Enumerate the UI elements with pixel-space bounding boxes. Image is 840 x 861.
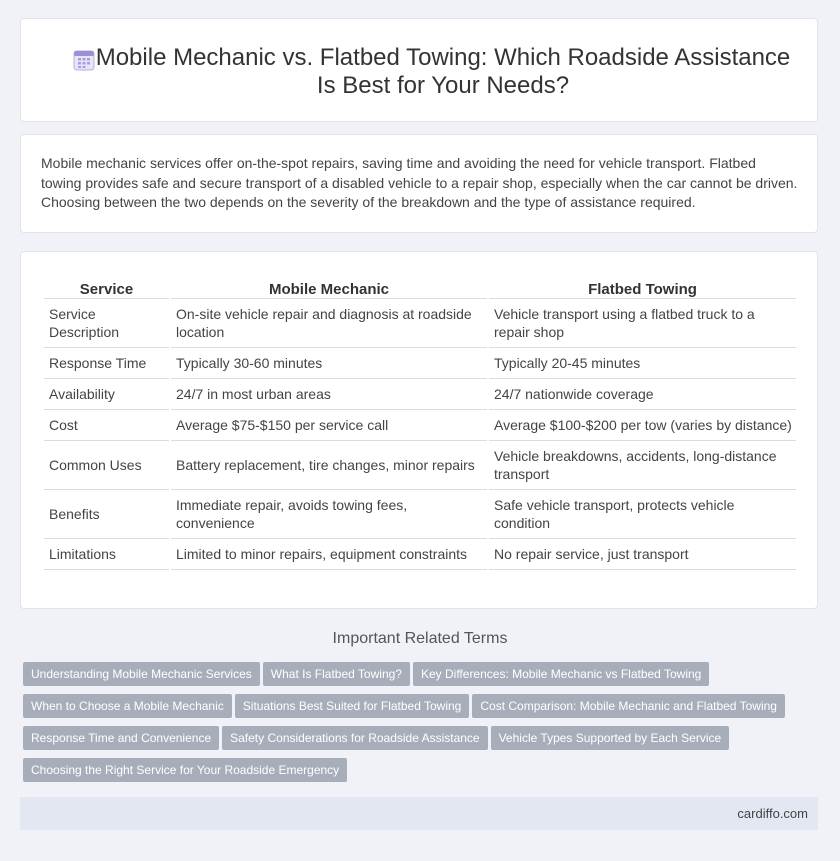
table-row <box>44 490 796 539</box>
related-term-tag[interactable]: When to Choose a Mobile Mechanic <box>23 694 232 718</box>
table-cell: Response Time <box>44 348 169 379</box>
table-cell: On-site vehicle repair and diagnosis at roadside location <box>171 299 487 348</box>
table-cell: Availability <box>44 379 169 410</box>
table-cell: Battery replacement, tire changes, minor repairs <box>171 441 487 490</box>
related-terms-list <box>23 662 803 790</box>
related-term-tag[interactable]: Vehicle Types Supported by Each Service <box>491 726 730 750</box>
related-term-tag[interactable]: Key Differences: Mobile Mechanic vs Flatbed Towing <box>413 662 709 686</box>
header-card <box>20 18 818 122</box>
related-term-tag[interactable]: Safety Considerations for Roadside Assistance <box>222 726 487 750</box>
table-row <box>44 441 796 490</box>
column-header-service: Service <box>44 274 169 299</box>
table-cell: Benefits <box>44 490 169 539</box>
table-row <box>44 379 796 410</box>
table-cell: Service Description <box>44 299 169 348</box>
table-cell: No repair service, just transport <box>489 539 796 570</box>
table-cell: Typically 20-45 minutes <box>489 348 796 379</box>
table-cell: Average $75-$150 per service call <box>171 410 487 441</box>
related-term-tag[interactable]: Cost Comparison: Mobile Mechanic and Flatbed Towing <box>472 694 785 718</box>
page-title: Mobile Mechanic vs. Flatbed Towing: Which Roadside Assistance Is Best for Your Needs? <box>95 44 791 99</box>
related-term-tag[interactable]: Choosing the Right Service for Your Roadside Emergency <box>23 758 347 782</box>
table-cell: Vehicle breakdowns, accidents, long-distance transport <box>489 441 796 490</box>
comparison-table <box>42 274 798 570</box>
table-cell: 24/7 nationwide coverage <box>489 379 796 410</box>
table-cell: Immediate repair, avoids towing fees, convenience <box>171 490 487 539</box>
table-cell: Vehicle transport using a flatbed truck to a repair shop <box>489 299 796 348</box>
table-row <box>44 539 796 570</box>
footer-site-link[interactable]: cardiffo.com <box>737 806 808 821</box>
related-terms-title: Important Related Terms <box>332 630 508 647</box>
table-cell: Safe vehicle transport, protects vehicle condition <box>489 490 796 539</box>
related-term-tag[interactable]: What Is Flatbed Towing? <box>263 662 410 686</box>
table-cell: Common Uses <box>44 441 169 490</box>
related-term-tag[interactable]: Response Time and Convenience <box>23 726 219 750</box>
column-header-flatbed-towing: Flatbed Towing <box>489 274 796 299</box>
table-header-row <box>44 274 796 299</box>
related-term-tag[interactable]: Situations Best Suited for Flatbed Towing <box>235 694 470 718</box>
intro-text: Mobile mechanic services offer on-the-spot repairs, saving time and avoiding the need for vehicle transport. Flatbed towing provides safe and secure transport of a disabled vehicle to a repair shop, especially when the car cannot be driven. Choosing between the two depends on the severity of the breakdown and the type of assistance required. <box>41 155 798 210</box>
table-cell: Typically 30-60 minutes <box>171 348 487 379</box>
table-row <box>44 299 796 348</box>
comparison-card <box>20 251 818 609</box>
footer <box>20 797 818 830</box>
related-term-tag[interactable]: Understanding Mobile Mechanic Services <box>23 662 260 686</box>
table-cell: Average $100-$200 per tow (varies by distance) <box>489 410 796 441</box>
table-cell: Limitations <box>44 539 169 570</box>
table-cell: Limited to minor repairs, equipment constraints <box>171 539 487 570</box>
table-row <box>44 410 796 441</box>
column-header-mobile-mechanic: Mobile Mechanic <box>171 274 487 299</box>
intro-card <box>20 134 818 233</box>
table-cell: Cost <box>44 410 169 441</box>
table-cell: 24/7 in most urban areas <box>171 379 487 410</box>
table-row <box>44 348 796 379</box>
